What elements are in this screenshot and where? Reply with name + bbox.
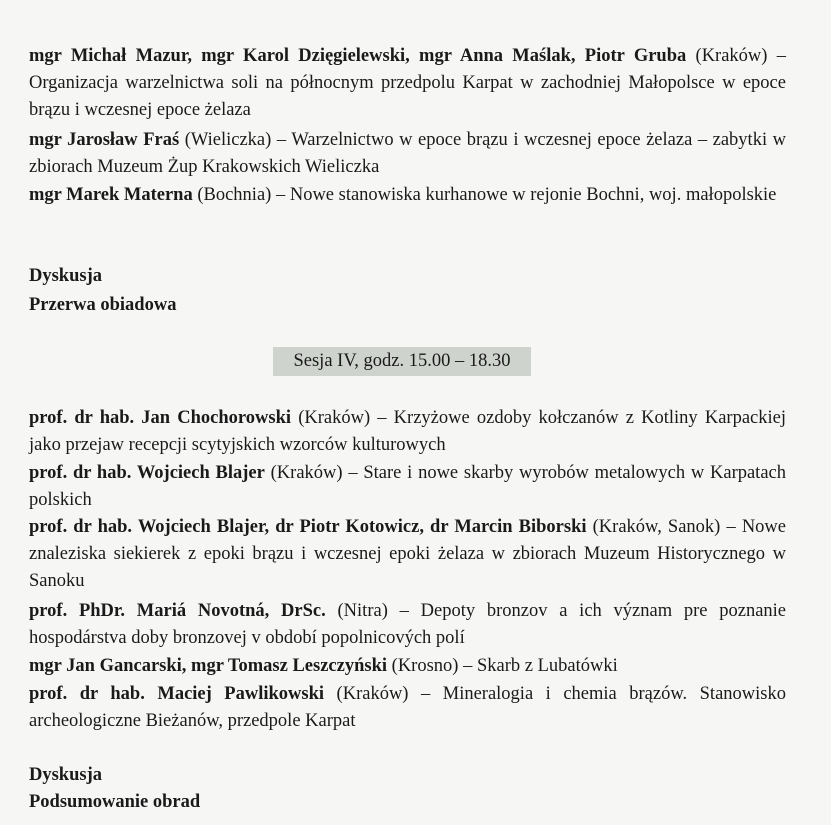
entry-title: – Nowe znaleziska siekierek z epoki brązu i wczesnej epoki żelaza w zbiorach Muzeum Historycznego w Sanoku xyxy=(29,517,786,591)
program-entry xyxy=(29,653,786,680)
program-entry xyxy=(29,514,786,595)
discussion-heading: Dyskusja xyxy=(29,266,102,286)
entry-title: – Stare i nowe skarby wyrobów metalowych w Karpatach polskich xyxy=(29,463,786,510)
program-entry xyxy=(29,681,786,735)
program-entry xyxy=(29,43,786,124)
entry-title: – Nowe stanowiska kurhanowe w rejonie Bochni, woj. małopolskie xyxy=(271,185,777,205)
entry-place: (Bochnia) xyxy=(192,185,272,205)
entry-authors: mgr Jan Gancarski, mgr Tomasz Leszczyński xyxy=(29,656,388,676)
program-entry xyxy=(29,598,786,652)
entry-place: (Kraków) xyxy=(291,408,371,428)
entry-place: (Krosno) xyxy=(387,656,459,676)
entry-place: (Nitra) xyxy=(325,601,388,621)
entry-authors: prof. dr hab. Maciej Pawlikowski xyxy=(29,684,325,704)
entry-authors: mgr Jarosław Fraś xyxy=(29,130,180,150)
entry-place: (Kraków, Sanok) xyxy=(586,517,721,537)
entry-title: – Mineralogia i chemia brązów. Stanowisko archeologiczne Bieżanów, przedpole Karpat xyxy=(29,684,786,731)
lunch-break-heading: Przerwa obiadowa xyxy=(29,295,177,315)
entry-title: – Krzyżowe ozdoby kołczanów z Kotliny Karpackiej jako przejaw recepcji scytyjskich wzorców kulturowych xyxy=(29,408,786,455)
program-entry xyxy=(29,405,786,459)
entry-authors: mgr Marek Materna xyxy=(29,185,193,205)
session-label: Sesja IV, godz. 15.00 – 18.30 xyxy=(273,347,531,376)
entry-authors: prof. dr hab. Wojciech Blajer xyxy=(29,463,265,483)
entry-authors: prof. dr hab. Jan Chochorowski xyxy=(29,408,292,428)
discussion-heading: Dyskusja xyxy=(29,765,102,785)
summary-heading: Podsumowanie obrad xyxy=(29,792,201,812)
entry-authors: prof. dr hab. Wojciech Blajer, dr Piotr Kotowicz, dr Marcin Biborski xyxy=(29,517,587,537)
program-entry xyxy=(29,182,786,209)
entry-authors: prof. PhDr. Mariá Novotná, DrSc. xyxy=(29,601,326,621)
entry-title: – Organizacja warzelnictwa soli na północnym przedpolu Karpat w zachodniej Małopolsce w epoce brązu i wczesnej epoce żelaza xyxy=(29,46,786,120)
entry-place: (Kraków) xyxy=(264,463,343,483)
entry-title: – Depoty bronzov a ich význam pre poznanie hospodárstva doby bronzovej v období popolnicových polí xyxy=(29,601,787,648)
entry-title: – Warzelnictwo w epoce brązu i wczesnej epoce żelaza – zabytki w zbiorach Muzeum Żup Krakowskich Wieliczka xyxy=(29,130,786,177)
entry-authors: mgr Michał Mazur, mgr Karol Dzięgielewski, mgr Anna Maślak, Piotr Gruba xyxy=(29,46,687,66)
entry-place: (Kraków) xyxy=(324,684,409,704)
program-entry xyxy=(29,460,786,514)
program-entry xyxy=(29,127,786,181)
entry-title: – Skarb z Lubatówki xyxy=(458,656,618,676)
entry-place: (Kraków) xyxy=(686,46,768,66)
entry-place: (Wieliczka) xyxy=(179,130,272,150)
